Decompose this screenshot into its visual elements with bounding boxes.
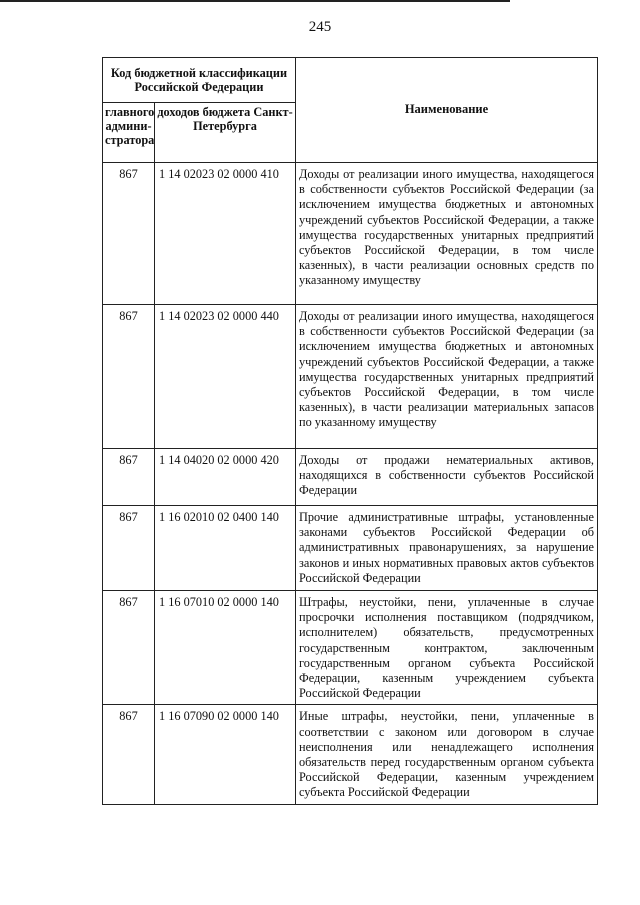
table-row bbox=[103, 506, 598, 591]
table-row bbox=[103, 591, 598, 705]
revenue-code-cell: 1 14 02023 02 0000 440 bbox=[155, 305, 296, 449]
revenue-code-cell: 1 14 04020 02 0000 420 bbox=[155, 449, 296, 506]
table-row bbox=[103, 705, 598, 805]
name-cell: Штрафы, неустойки, пени, уплаченные в случае просрочки исполнения поставщиком (подрядчиком, исполнителем) обязательств, предусмотренных государственным контрактом, заключенным государственным органом субъекта Российской Федерации, казенным учреждением субъекта Российской Федерации bbox=[296, 591, 598, 705]
name-cell: Доходы от реализации иного имущества, находящегося в собственности субъектов Российской Федерации (за исключением имущества бюджетных и автономных учреждений субъектов Российской Федерации, а также имущества государственных унитарных предприятий субъектов Российской Федерации, в том числе казенных), в части реализации основных средств по указанному имуществу bbox=[296, 163, 598, 305]
header-revenue-code: доходов бюджета Санкт-Петербурга bbox=[155, 103, 296, 163]
page-number: 245 bbox=[308, 19, 332, 35]
name-cell: Иные штрафы, неустойки, пени, уплаченные в соответствии с законом или договором в случае неисполнения или ненадлежащего исполнения обязательств перед государственным органом субъекта Российской Федерации, казенным учреждением субъекта Российской Федерации bbox=[296, 705, 598, 805]
admin-code-cell: 867 bbox=[103, 705, 155, 805]
admin-code-cell: 867 bbox=[103, 305, 155, 449]
revenue-code-cell: 1 16 07010 02 0000 140 bbox=[155, 591, 296, 705]
table-row bbox=[103, 449, 598, 506]
header-chief-administrator: главного админи-стратора bbox=[103, 103, 155, 163]
revenue-code-cell: 1 14 02023 02 0000 410 bbox=[155, 163, 296, 305]
header-budget-classification-code: Код бюджетной классификации Российской Федерации bbox=[103, 58, 296, 103]
admin-code-cell: 867 bbox=[103, 449, 155, 506]
revenue-code-cell: 1 16 07090 02 0000 140 bbox=[155, 705, 296, 805]
name-cell: Доходы от реализации иного имущества, находящегося в собственности субъектов Российской Федерации (за исключением имущества бюджетных и автономных учреждений субъектов Российской Федерации, а также имущества государственных унитарных предприятий субъектов Российской Федерации, в том числе казенных), в части реализации материальных запасов по указанному имуществу bbox=[296, 305, 598, 449]
table-row bbox=[103, 163, 598, 305]
name-cell: Прочие административные штрафы, установленные законами субъектов Российской Федерации об административных правонарушениях, за нарушение законов и иных нормативных правовых актов субъектов Российской Федерации bbox=[296, 506, 598, 591]
admin-code-cell: 867 bbox=[103, 506, 155, 591]
revenue-code-cell: 1 16 02010 02 0400 140 bbox=[155, 506, 296, 591]
name-cell: Доходы от продажи нематериальных активов, находящихся в собственности субъектов Российской Федерации bbox=[296, 449, 598, 506]
admin-code-cell: 867 bbox=[103, 591, 155, 705]
top-rule bbox=[0, 0, 510, 2]
budget-classification-table bbox=[102, 57, 598, 805]
admin-code-cell: 867 bbox=[103, 163, 155, 305]
table-row bbox=[103, 305, 598, 449]
header-name: Наименование bbox=[296, 58, 598, 163]
